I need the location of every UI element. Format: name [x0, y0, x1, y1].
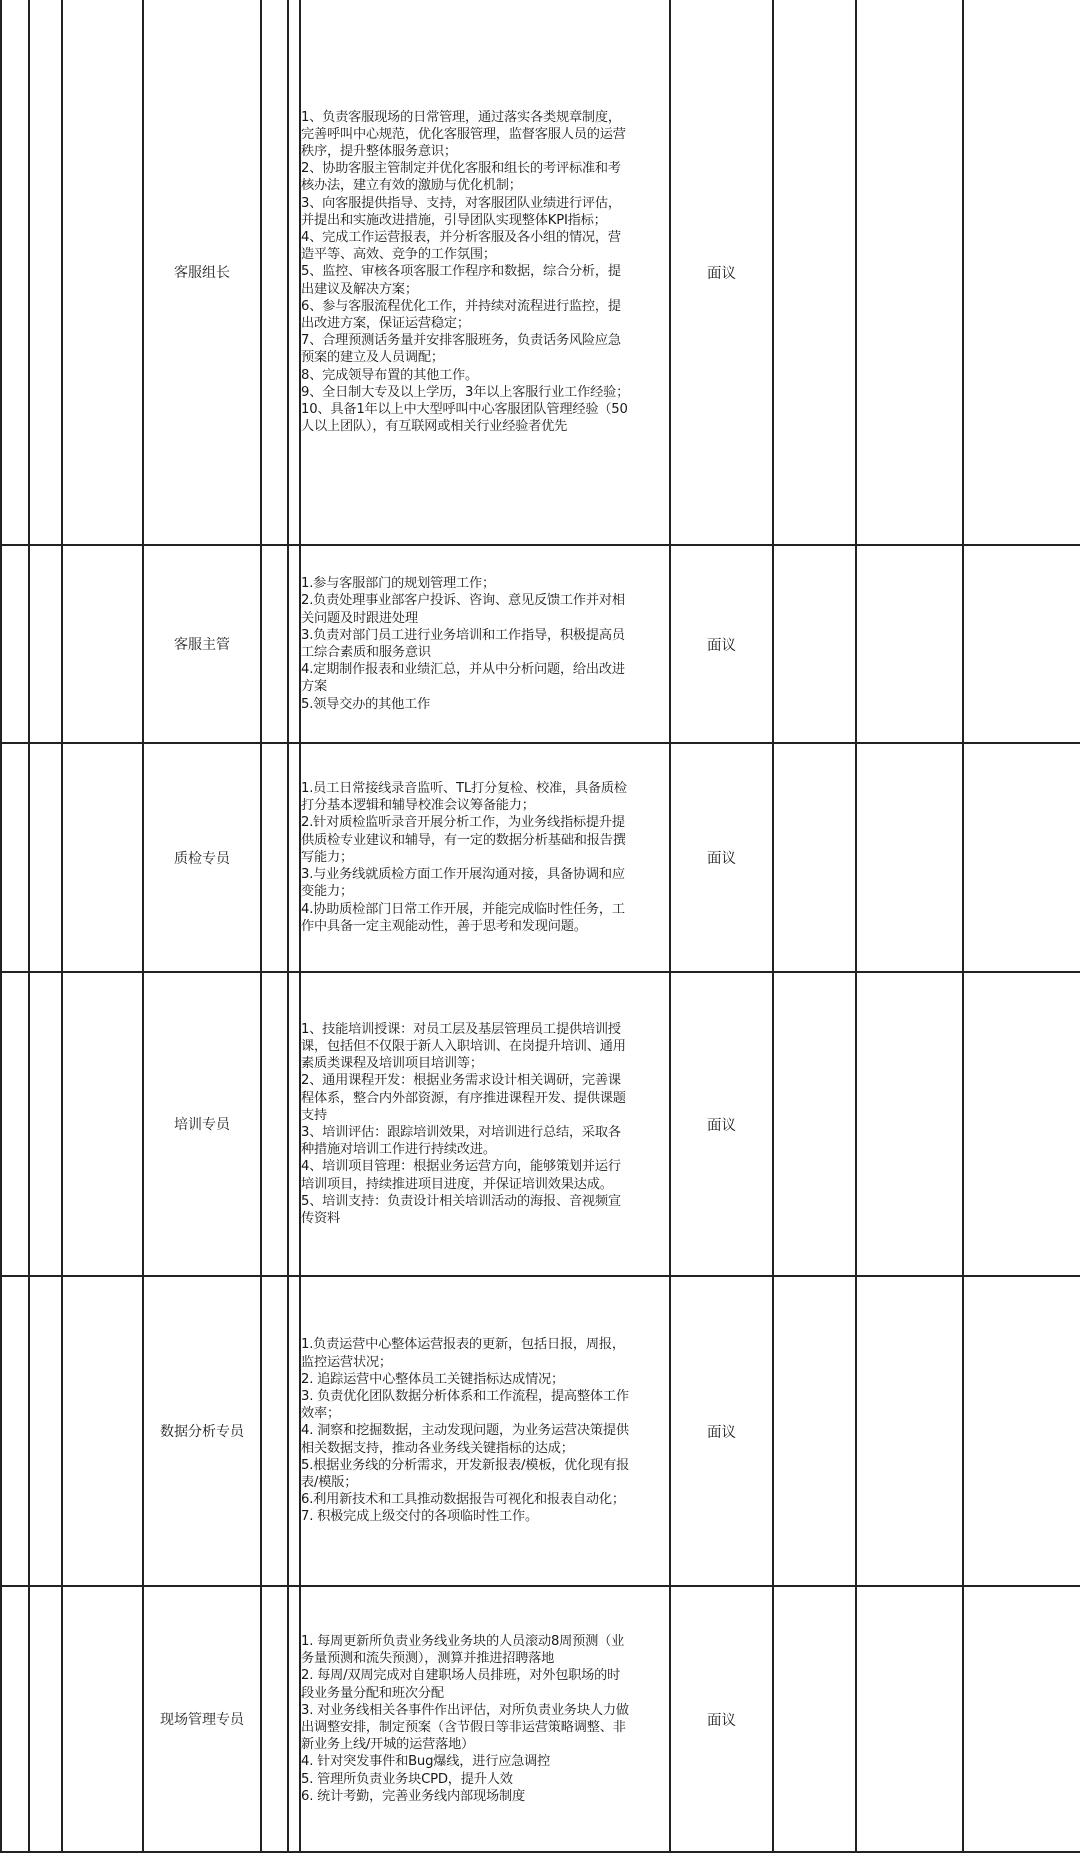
location-cell [856, 545, 963, 743]
requirement-line: 2.负责处理事业部客户投诉、咨询、意见反馈工作并对相 [301, 593, 625, 609]
requirement-line: 种措施对培训工作进行持续改进。 [301, 1142, 496, 1158]
requirement-line: 写能力； [301, 849, 353, 865]
requirement-line: 1.负责运营中心整体运营报表的更新，包括日报，周报， [301, 1337, 625, 1353]
requirement-line: 5. 管理所负责业务块CPD，提升人效 [301, 1771, 513, 1787]
requirement-line: 4.协助质检部门日常工作开展，并能完成临时性任务，工 [301, 901, 625, 917]
requirement-line: 4. 洞察和挖掘数据，主动发现问题，为业务运营决策提供 [301, 1423, 629, 1439]
spacer-cell [288, 743, 300, 972]
requirement-line: 8、完成领导布置的其他工作。 [301, 367, 479, 383]
category-cell [62, 0, 143, 545]
requirement-line: 方案 [301, 679, 327, 695]
department-cell [29, 545, 62, 743]
requirement-line: 出调整安排，制定预案（含节假日等非运营策略调整、非 [301, 1720, 626, 1735]
salary-value: 面议 [707, 265, 736, 282]
index-cell [1, 972, 29, 1276]
position-title: 培训专员 [174, 1117, 230, 1133]
category-cell [62, 1276, 143, 1586]
requirement-line: 3. 对业务线相关各事件作出评估，对所负责业务块人力做 [301, 1702, 629, 1718]
headcount-cell [261, 743, 288, 972]
department-cell [29, 972, 62, 1276]
requirement-line: 5、监控、审核各项客服工作程序和数据，综合分析，提 [301, 264, 621, 280]
requirement-line: 6、参与客服流程优化工作，并持续对流程进行监控，提 [301, 298, 621, 314]
requirement-line: 1.参与客服部门的规划管理工作； [301, 576, 496, 592]
remark-cell [963, 972, 1080, 1276]
requirement-line: 5.根据业务线的分析需求，开发新报表/模板，优化现有报 [301, 1457, 630, 1473]
requirement-line: 新业务上线/开城的运营落地） [301, 1737, 475, 1753]
contact-cell [773, 743, 856, 972]
position-cell [143, 1586, 261, 1852]
contact-cell [773, 0, 856, 545]
category-cell [62, 743, 143, 972]
requirement-line: 出改进方案，保证运营稳定； [301, 316, 470, 331]
contact-cell [773, 1586, 856, 1852]
table-row [1, 1276, 1080, 1586]
salary-cell [670, 972, 773, 1276]
salary-value: 面议 [707, 1424, 736, 1441]
requirement-line: 1、负责客服现场的日常管理，通过落实各类规章制度， [301, 109, 621, 125]
contact-cell [773, 545, 856, 743]
headcount-cell [261, 1276, 288, 1586]
requirement-line: 效率； [301, 1406, 340, 1422]
requirements-cell [300, 1586, 670, 1852]
requirement-line: 工综合素质和服务意识 [301, 645, 431, 660]
index-cell [1, 545, 29, 743]
requirement-line: 1、技能培训授课：对员工层及基层管理员工提供培训授 [301, 1021, 621, 1037]
requirement-line: 4.定期制作报表和业绩汇总，并从中分析问题，给出改进 [301, 662, 625, 678]
requirements-cell [300, 0, 670, 545]
requirement-line: 4、完成工作运营报表，并分析客服及各小组的情况，营 [301, 229, 621, 245]
requirements-cell [300, 972, 670, 1276]
requirements-cell [300, 545, 670, 743]
index-cell [1, 0, 29, 545]
salary-value: 面议 [707, 851, 736, 867]
salary-value: 面议 [707, 637, 736, 654]
position-title: 现场管理专员 [160, 1712, 244, 1728]
position-title: 质检专员 [174, 850, 230, 867]
requirement-line: 造平等、高效、竞争的工作氛围； [301, 247, 496, 263]
requirement-line: 10、具备1年以上中大型呼叫中心客服团队管理经验（50 [301, 402, 628, 418]
department-cell [29, 1586, 62, 1852]
requirement-line: 7. 积极完成上级交付的各项临时性工作。 [301, 1509, 538, 1525]
salary-cell [670, 0, 773, 545]
requirements-cell [300, 743, 670, 972]
requirement-line: 培训项目，持续推进项目进度，并保证培训效果达成。 [301, 1176, 613, 1192]
requirement-line: 核办法，建立有效的激励与优化机制； [301, 178, 522, 194]
department-cell [29, 743, 62, 972]
remark-cell [963, 743, 1080, 972]
requirement-line: 人以上团队），有互联网或相关行业经验者优先 [301, 419, 568, 435]
index-cell [1, 743, 29, 972]
requirement-line: 段业务量分配和班次分配 [301, 1685, 444, 1701]
position-cell [143, 0, 261, 545]
requirement-line: 6.利用新技术和工具推动数据报告可视化和报表自动化； [301, 1492, 625, 1508]
table-row [1, 743, 1080, 972]
department-cell [29, 0, 62, 545]
position-title: 客服组长 [174, 265, 230, 281]
requirement-line: 2. 每周/双周完成对自建职场人员排班，对外包职场的时 [301, 1668, 621, 1684]
salary-cell [670, 743, 773, 972]
requirement-line: 2. 追踪运营中心整体员工关键指标达成情况； [301, 1371, 564, 1387]
requirement-line: 2、通用课程开发：根据业务需求设计相关调研，完善课 [301, 1073, 621, 1089]
salary-cell [670, 1586, 773, 1852]
remark-cell [963, 1276, 1080, 1586]
location-cell [856, 1586, 963, 1852]
requirement-line: 1. 每周更新所负责业务线业务块的人员滚动8周预测（业 [301, 1633, 625, 1649]
remark-cell [963, 0, 1080, 545]
position-cell [143, 545, 261, 743]
requirement-line: 秩序，提升整体服务意识； [301, 143, 457, 159]
requirement-line: 4. 针对突发事件和Bug爆线，进行应急调控 [301, 1754, 551, 1770]
requirements-cell [300, 1276, 670, 1586]
requirement-line: 关问题及时跟进处理 [301, 610, 418, 626]
index-cell [1, 1586, 29, 1852]
requirement-line: 监控运营状况； [301, 1354, 392, 1370]
remark-cell [963, 545, 1080, 743]
remark-cell [963, 1586, 1080, 1852]
position-title: 数据分析专员 [160, 1424, 244, 1440]
headcount-cell [261, 1586, 288, 1852]
contact-cell [773, 972, 856, 1276]
requirement-line: 4、培训项目管理：根据业务运营方向，能够策划并运行 [301, 1159, 621, 1175]
salary-cell [670, 1276, 773, 1586]
requirement-line: 表/模版； [301, 1475, 358, 1490]
spacer-cell [288, 972, 300, 1276]
requirement-line: 7、合理预测话务量并安排客服班务，负责话务风险应急 [301, 333, 621, 349]
spacer-cell [288, 1276, 300, 1586]
job-rows [1, 0, 1080, 1852]
requirement-line: 打分基本逻辑和辅导校准会议筹备能力； [301, 798, 535, 814]
category-cell [62, 545, 143, 743]
position-cell [143, 1276, 261, 1586]
requirement-line: 完善呼叫中心规范，优化客服管理，监督客服人员的运营 [301, 126, 626, 142]
spacer-cell [288, 0, 300, 545]
requirement-line: 3、培训评估：跟踪培训效果，对培训进行总结，采取各 [301, 1125, 621, 1140]
requirement-line: 1.员工日常接线录音监听、TL打分复检、校准，具备质检 [301, 781, 627, 797]
headcount-cell [261, 972, 288, 1276]
requirement-line: 9、全日制大专及以上学历，3年以上客服行业工作经验； [301, 384, 630, 400]
salary-value: 面议 [707, 1117, 736, 1134]
location-cell [856, 1276, 963, 1586]
requirement-line: 3.与业务线就质检方面工作开展沟通对接，具备协调和应 [301, 867, 625, 883]
requirement-line: 5.领导交办的其他工作 [301, 696, 431, 712]
requirement-line: 并提出和实施改进措施，引导团队实现整体KPI指标； [301, 212, 607, 228]
requirement-line: 6. 统计考勤，完善业务线内部现场制度 [301, 1788, 525, 1804]
headcount-cell [261, 0, 288, 545]
table-row [1, 0, 1080, 545]
requirement-line: 传资料 [301, 1211, 340, 1227]
contact-cell [773, 1276, 856, 1586]
requirement-line: 3、向客服提供指导、支持，对客服团队业绩进行评估， [301, 195, 621, 211]
requirement-line: 务量预测和流失预测），测算并推进招聘落地 [301, 1651, 555, 1667]
position-cell [143, 743, 261, 972]
requirement-line: 3.负责对部门员工进行业务培训和工作指导，积极提高员 [301, 627, 625, 643]
requirement-line: 5、培训支持：负责设计相关培训活动的海报、音视频宣 [301, 1193, 621, 1209]
requirement-line: 作中具备一定主观能动性，善于思考和发现问题。 [301, 918, 587, 934]
spacer-cell [288, 1586, 300, 1852]
location-cell [856, 0, 963, 545]
location-cell [856, 743, 963, 972]
requirement-line: 程体系，整合内外部资源，有序推进课程开发、提供课题 [301, 1090, 626, 1106]
salary-cell [670, 545, 773, 743]
position-cell [143, 972, 261, 1276]
requirement-line: 3. 负责优化团队数据分析体系和工作流程，提高整体工作 [301, 1388, 629, 1404]
table-row [1, 972, 1080, 1276]
requirement-line: 相关数据支持，推动各业务线关键指标的达成； [301, 1440, 574, 1456]
category-cell [62, 1586, 143, 1852]
position-title: 客服主管 [174, 637, 230, 653]
requirement-line: 2.针对质检监听录音开展分析工作，为业务线指标提升提 [301, 815, 625, 831]
requirement-line: 预案的建立及人员调配； [301, 350, 444, 366]
salary-value: 面议 [707, 1712, 736, 1729]
department-cell [29, 1276, 62, 1586]
requirement-line: 课，包括但不仅限于新人入职培训、在岗提升培训、通用 [301, 1038, 626, 1054]
location-cell [856, 972, 963, 1276]
index-cell [1, 1276, 29, 1586]
requirement-line: 出建议及解决方案； [301, 281, 418, 297]
requirement-line: 2、协助客服主管制定并优化客服和组长的考评标准和考 [301, 161, 621, 177]
headcount-cell [261, 545, 288, 743]
requirement-line: 素质类课程及培训项目培训等； [301, 1056, 483, 1072]
requirement-line: 支持 [301, 1107, 327, 1123]
table-row [1, 1586, 1080, 1852]
requirement-line: 供质检专业建议和辅导，有一定的数据分析基础和报告撰 [301, 832, 626, 848]
spacer-cell [288, 545, 300, 743]
category-cell [62, 972, 143, 1276]
table-row [1, 545, 1080, 743]
requirement-line: 变能力； [301, 884, 353, 900]
